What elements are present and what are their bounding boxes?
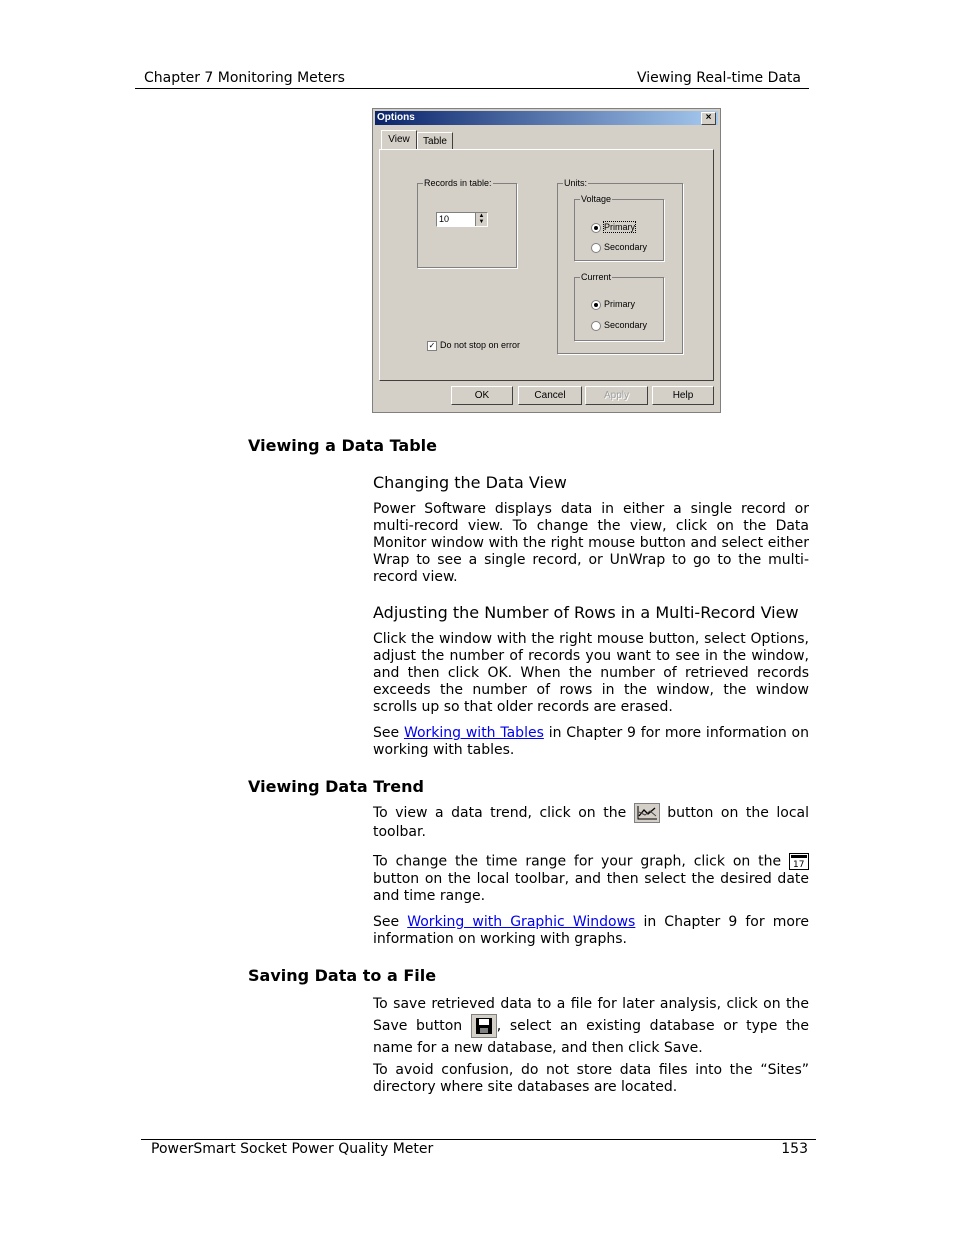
subheading-adjusting-rows: Adjusting the Number of Rows in a Multi-Record View [373,603,799,622]
records-label: Records in table: [424,178,492,188]
paragraph-save-data: To save retrieved data to a file for later analysis, click on the Save button , select an existing database or type the name for a new database, and then click Save. [373,996,809,1056]
paragraph-view-trend: To view a data trend, click on the button on the local toolbar. [373,805,809,840]
voltage-label: Voltage [581,194,612,204]
units-group [557,178,683,354]
heading-viewing-data-table: Viewing a Data Table [248,436,438,455]
help-button[interactable]: Help [652,386,714,405]
units-label: Units: [564,178,588,188]
radio-icon [591,321,601,331]
radio-selected-icon [591,223,601,233]
radio-icon [591,243,601,253]
subheading-changing-view: Changing the Data View [373,473,567,492]
link-working-with-graphic-windows[interactable]: Working with Graphic Windows [407,914,636,930]
paragraph-changing-view: Power Software displays data in either a single record or multi-record view. To change the view, click on the Data Monitor window with the right mouse button and select either Wrap to see a single record, or UnWrap to go to the multi-record view. [373,501,809,585]
cancel-button[interactable]: Cancel [518,386,582,405]
tab-panel [379,149,714,381]
voltage-primary-radio[interactable]: Primary [591,222,635,233]
current-primary-radio[interactable]: Primary [591,299,635,310]
checkbox-checked-icon: ✓ [428,340,436,350]
header-section: Viewing Real-time Data [636,70,801,86]
ok-button[interactable]: OK [451,386,513,405]
dialog-title-bar [375,111,718,125]
paragraph-adjusting-rows: Click the window with the right mouse button, select Options, adjust the number of records you want to see in the window, and then click OK. When the number of retrieved records exceeds the number of rows in the window, the window scrolls up so that older records are erased. [373,631,809,715]
close-icon[interactable]: × [701,112,716,125]
apply-button: Apply [585,386,648,405]
header-chapter: Chapter 7 Monitoring Meters [144,70,345,86]
svg-text:17: 17 [793,860,805,869]
paragraph-time-range: To change the time range for your graph, click on the 17 button on the local toolbar, and then select the desired date and time range. [373,853,809,904]
voltage-secondary-radio[interactable]: Secondary [591,242,647,253]
paragraph-see-tables: See Working with Tables in Chapter 9 for more information on working with tables. [373,725,809,758]
dialog-title: Options [377,112,415,123]
records-value: 10 [439,214,450,224]
save-disk-icon [471,1014,497,1038]
footer-title: PowerSmart Socket Power Quality Meter [151,1141,434,1157]
options-dialog [372,108,721,413]
current-group [574,272,664,341]
page-number: 153 [781,1141,808,1157]
paragraph-sites-warning: To avoid confusion, do not store data files into the “Sites” directory where site databases are located. [373,1062,809,1095]
records-spinner[interactable] [436,212,488,227]
radio-selected-icon [591,300,601,310]
heading-saving-data: Saving Data to a File [248,966,437,985]
records-group [417,178,517,268]
voltage-group [574,194,664,261]
calendar-icon [789,853,809,870]
header-rule [135,88,809,89]
heading-viewing-data-trend: Viewing Data Trend [248,777,424,796]
spinner-arrows-icon[interactable]: ▲ ▼ [475,213,487,226]
current-label: Current [581,272,612,282]
tab-table[interactable]: Table [417,132,453,150]
link-working-with-tables[interactable]: Working with Tables [403,725,544,741]
tab-view[interactable]: View [381,130,417,150]
stop-on-error-checkbox[interactable]: ✓ Do not stop on error [428,340,521,350]
current-secondary-radio[interactable]: Secondary [591,320,647,331]
trend-chart-icon [634,803,660,823]
footer-rule [141,1139,816,1140]
paragraph-see-graphics: See Working with Graphic Windows in Chapter 9 for more information on working with graphs. [373,914,809,947]
